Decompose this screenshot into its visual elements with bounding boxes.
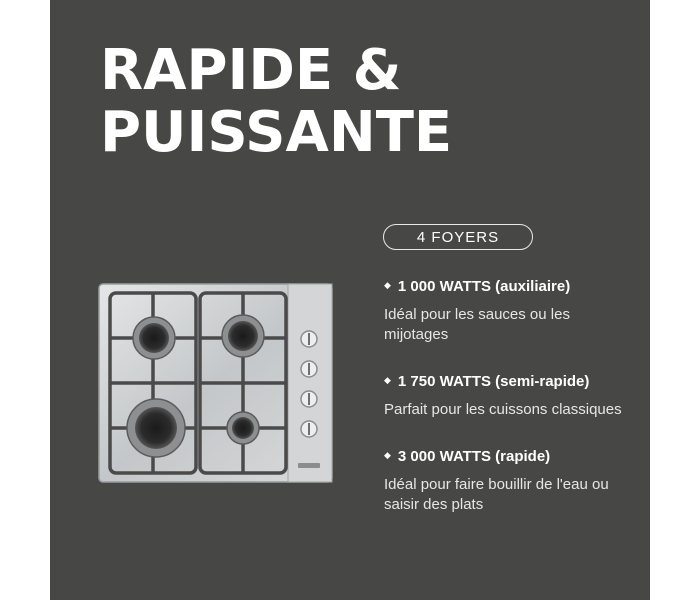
feature-heading: 1 750 WATTS (semi-rapide) <box>397 373 590 390</box>
burner-small-bottom-right <box>227 412 259 444</box>
burner-count-badge: 4 FOYERS <box>383 224 533 250</box>
feature-description: Idéal pour faire bouillir de l'eau ou saisir des plats <box>384 476 609 513</box>
burner-semi-rapid-top-right <box>222 315 264 357</box>
feature-rapid <box>384 448 624 515</box>
feature-heading: 3 000 WATTS (rapide) <box>397 448 551 465</box>
diamond-bullet-icon: ◆ <box>384 375 391 385</box>
burner-rapid-bottom-left <box>127 399 185 457</box>
product-panel <box>50 0 650 600</box>
headline-line-2: PUISSANTE <box>100 100 453 165</box>
feature-heading: 1 000 WATTS (auxiliaire) <box>397 278 571 295</box>
feature-description: Idéal pour les sauces ou les mijotages <box>384 306 570 343</box>
diamond-bullet-icon: ◆ <box>384 280 391 290</box>
headline-line-1: RAPIDE & <box>100 38 402 103</box>
burner-auxiliary-top-left <box>133 317 175 359</box>
diamond-bullet-icon: ◆ <box>384 450 391 460</box>
headline <box>100 40 452 164</box>
burner-power-list <box>384 278 624 543</box>
feature-semi-rapid <box>384 373 624 420</box>
feature-description: Parfait pour les cuissons classiques <box>384 401 622 418</box>
gas-hob-image <box>98 283 333 483</box>
brand-logo <box>298 463 320 468</box>
feature-auxiliary <box>384 278 624 345</box>
